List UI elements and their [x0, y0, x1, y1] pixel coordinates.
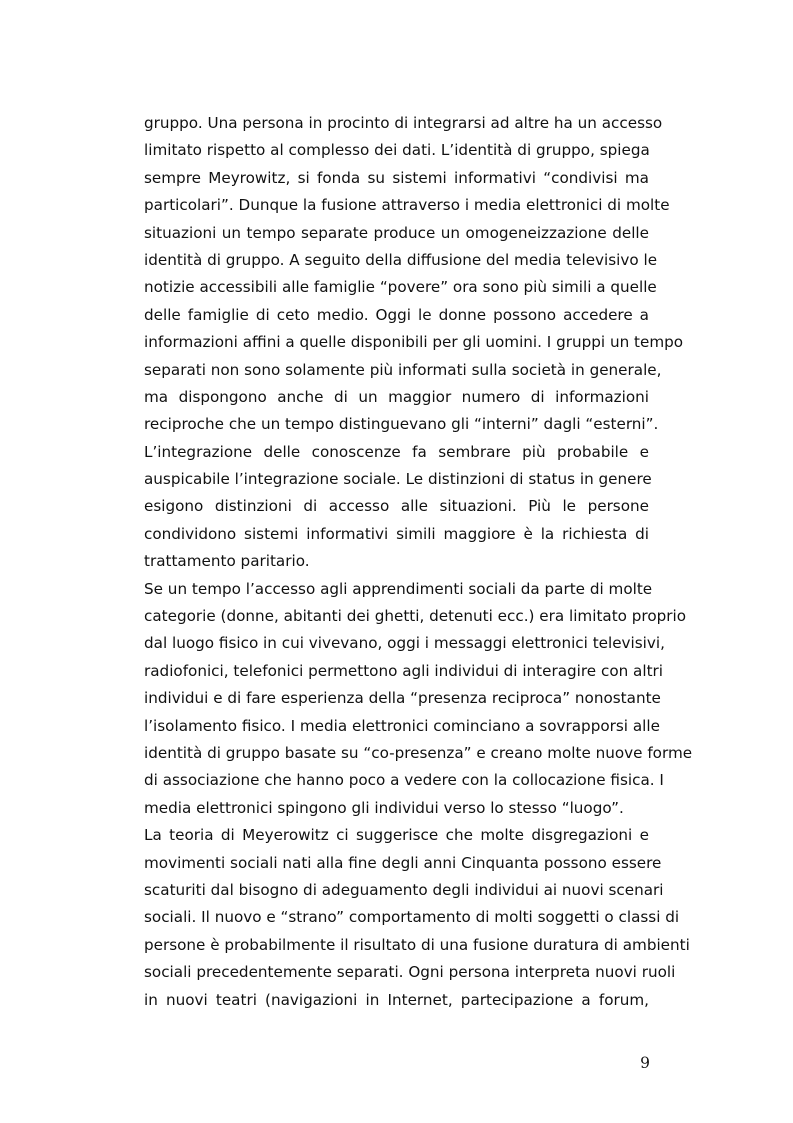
- text-line: Se un tempo l’accesso agli apprendimenti sociali da parte di molte: [144, 579, 653, 598]
- page-number: 9: [640, 1054, 650, 1072]
- text-line: situazioni un tempo separate produce un omogeneizzazione delle: [144, 223, 649, 242]
- text-line: reciproche che un tempo distinguevano gli “interni” dagli “esterni”.: [144, 415, 659, 434]
- text-line: l’isolamento fisico. I media elettronici cominciano a sovrapporsi alle: [144, 716, 660, 735]
- text-line: esigono distinzioni di accesso alle situazioni. Più le persone: [144, 497, 649, 516]
- text-line: individui e di fare esperienza della “presenza reciproca” nonostante: [144, 689, 661, 708]
- text-line: delle famiglie di ceto medio. Oggi le donne possono accedere a: [144, 305, 649, 324]
- text-line: categorie (donne, abitanti dei ghetti, detenuti ecc.) era limitato proprio: [144, 607, 687, 626]
- text-line: informazioni affini a quelle disponibili per gli uomini. I gruppi un tempo: [144, 333, 684, 352]
- text-line: notizie accessibili alle famiglie “povere” ora sono più simili a quelle: [144, 278, 657, 297]
- text-line: movimenti sociali nati alla fine degli anni Cinquanta possono essere: [144, 853, 662, 872]
- text-line: media elettronici spingono gli individui verso lo stesso “luogo”.: [144, 798, 624, 817]
- text-line: La teoria di Meyerowitz ci suggerisce che molte disgregazioni e: [144, 826, 649, 845]
- text-line: identità di gruppo. A seguito della diffusione del media televisivo le: [144, 250, 658, 269]
- text-line: limitato rispetto al complesso dei dati. L’identità di gruppo, spiega: [144, 141, 650, 160]
- text-line: radiofonici, telefonici permettono agli individui di interagire con altri: [144, 661, 664, 680]
- text-line: dal luogo fisico in cui vivevano, oggi i messaggi elettronici televisivi,: [144, 634, 665, 653]
- text-line: separati non sono solamente più informati sulla società in generale,: [144, 360, 662, 379]
- text-line: scaturiti dal bisogno di adeguamento degli individui ai nuovi scenari: [144, 880, 664, 899]
- text-line: sociali. Il nuovo e “strano” comportamento di molti soggetti o classi di: [144, 908, 680, 927]
- body-text: [144, 110, 693, 1014]
- text-line: gruppo. Una persona in procinto di integrarsi ad altre ha un accesso: [144, 114, 663, 132]
- text-line: sempre Meyrowitz, si fonda su sistemi informativi “condivisi ma: [144, 168, 649, 187]
- text-line: in nuovi teatri (navigazioni in Internet, partecipazione a forum,: [144, 990, 649, 1009]
- text-line: di associazione che hanno poco a vedere con la collocazione fisica. I: [144, 771, 664, 790]
- text-line: condividono sistemi informativi simili maggiore è la richiesta di: [144, 524, 649, 543]
- text-line: auspicabile l’integrazione sociale. Le distinzioni di status in genere: [144, 470, 652, 489]
- text-line: persone è probabilmente il risultato di una fusione duratura di ambienti: [144, 935, 690, 954]
- text-line: sociali precedentemente separati. Ogni persona interpreta nuovi ruoli: [144, 963, 676, 982]
- text-line: ma dispongono anche di un maggior numero di informazioni: [144, 387, 649, 406]
- text-line: L’integrazione delle conoscenze fa sembrare più probabile e: [144, 442, 649, 461]
- text-line: trattamento paritario.: [144, 552, 310, 571]
- text-line: particolari”. Dunque la fusione attraverso i media elettronici di molte: [144, 196, 670, 215]
- text-line: identità di gruppo basate su “co-presenza” e creano molte nuove forme: [144, 743, 693, 762]
